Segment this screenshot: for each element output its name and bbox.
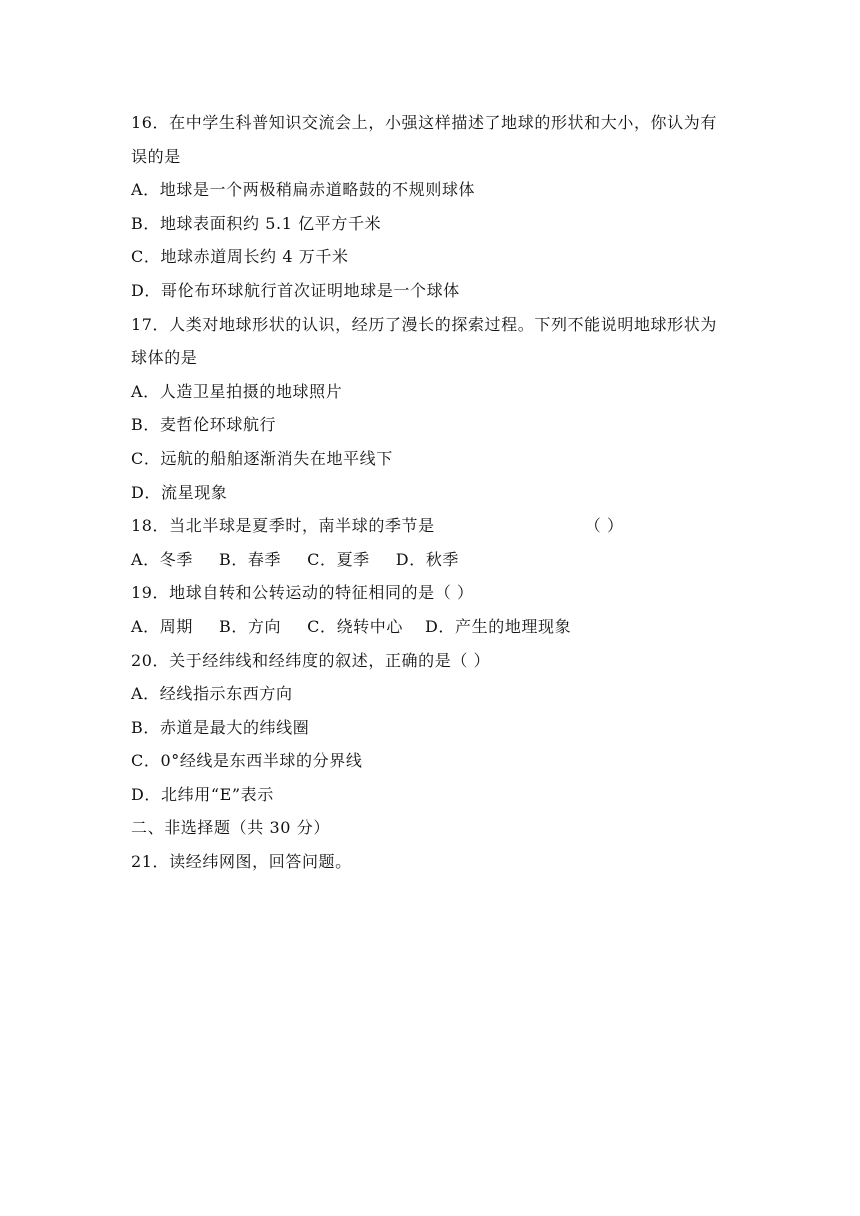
question-17-option-a: A．人造卫星拍摄的地球照片 (131, 381, 343, 401)
question-16-option-c: C．地球赤道周长约 4 万千米 (131, 247, 349, 267)
question-17-option-c: C．远航的船舶逐渐消失在地平线下 (131, 448, 393, 468)
question-20-option-a: A．经线指示东西方向 (131, 684, 293, 704)
question-18-option-d: D．秋季 (395, 549, 460, 569)
question-18-option-a: A．冬季 (131, 549, 193, 569)
question-16-stem: 16．在中学生科普知识交流会上，小强这样描述了地球的形状和大小，你认为有 (131, 113, 717, 132)
question-16-option-b: B．地球表面积约 5.1 亿平方千米 (131, 213, 382, 233)
question-18-options (131, 543, 741, 577)
section-2-title: 二、非选择题（共 30 分） (131, 818, 330, 838)
question-18-stem-row (131, 509, 741, 543)
question-16-stem-cont: 误的是 (131, 146, 181, 166)
question-18-stem: 18．当北半球是夏季时，南半球的季节是 (131, 516, 435, 536)
question-16-option-a: A．地球是一个两极稍扁赤道略鼓的不规则球体 (131, 180, 476, 200)
question-19-stem: 19．地球自转和公转运动的特征相同的是（ ） (131, 583, 474, 603)
question-19-option-c: C．绕转中心 (307, 616, 403, 636)
question-18-option-b: B．春季 (218, 549, 282, 569)
question-19-option-b: B．方向 (218, 616, 282, 636)
question-17-stem: 17．人类对地球形状的认识，经历了漫长的探索过程。下列不能说明地球形状为 (131, 314, 717, 334)
question-20-option-b: B．赤道是最大的纬线圈 (131, 717, 310, 737)
question-20-option-d: D．北纬用“E”表示 (131, 784, 274, 804)
question-17-option-b: B．麦哲伦环球航行 (131, 415, 277, 435)
question-20-stem: 20．关于经纬线和经纬度的叙述，正确的是（ ） (131, 650, 491, 670)
answer-parentheses: （ ） (584, 516, 624, 536)
question-18-option-c: C．夏季 (307, 549, 370, 569)
exam-page (131, 106, 741, 879)
question-19-option-a: A．周期 (131, 616, 193, 636)
question-16-option-d: D．哥伦布环球航行首次证明地球是一个球体 (131, 280, 460, 300)
question-20-option-c: C．0°经线是东西半球的分界线 (131, 751, 363, 771)
question-17-option-d: D．流星现象 (131, 482, 228, 502)
question-19-option-d: D．产生的地理现象 (424, 616, 572, 636)
question-17-stem-cont: 球体的是 (131, 348, 198, 368)
question-21-stem: 21．读经纬网图，回答问题。 (131, 852, 352, 872)
question-19-options (131, 610, 741, 644)
